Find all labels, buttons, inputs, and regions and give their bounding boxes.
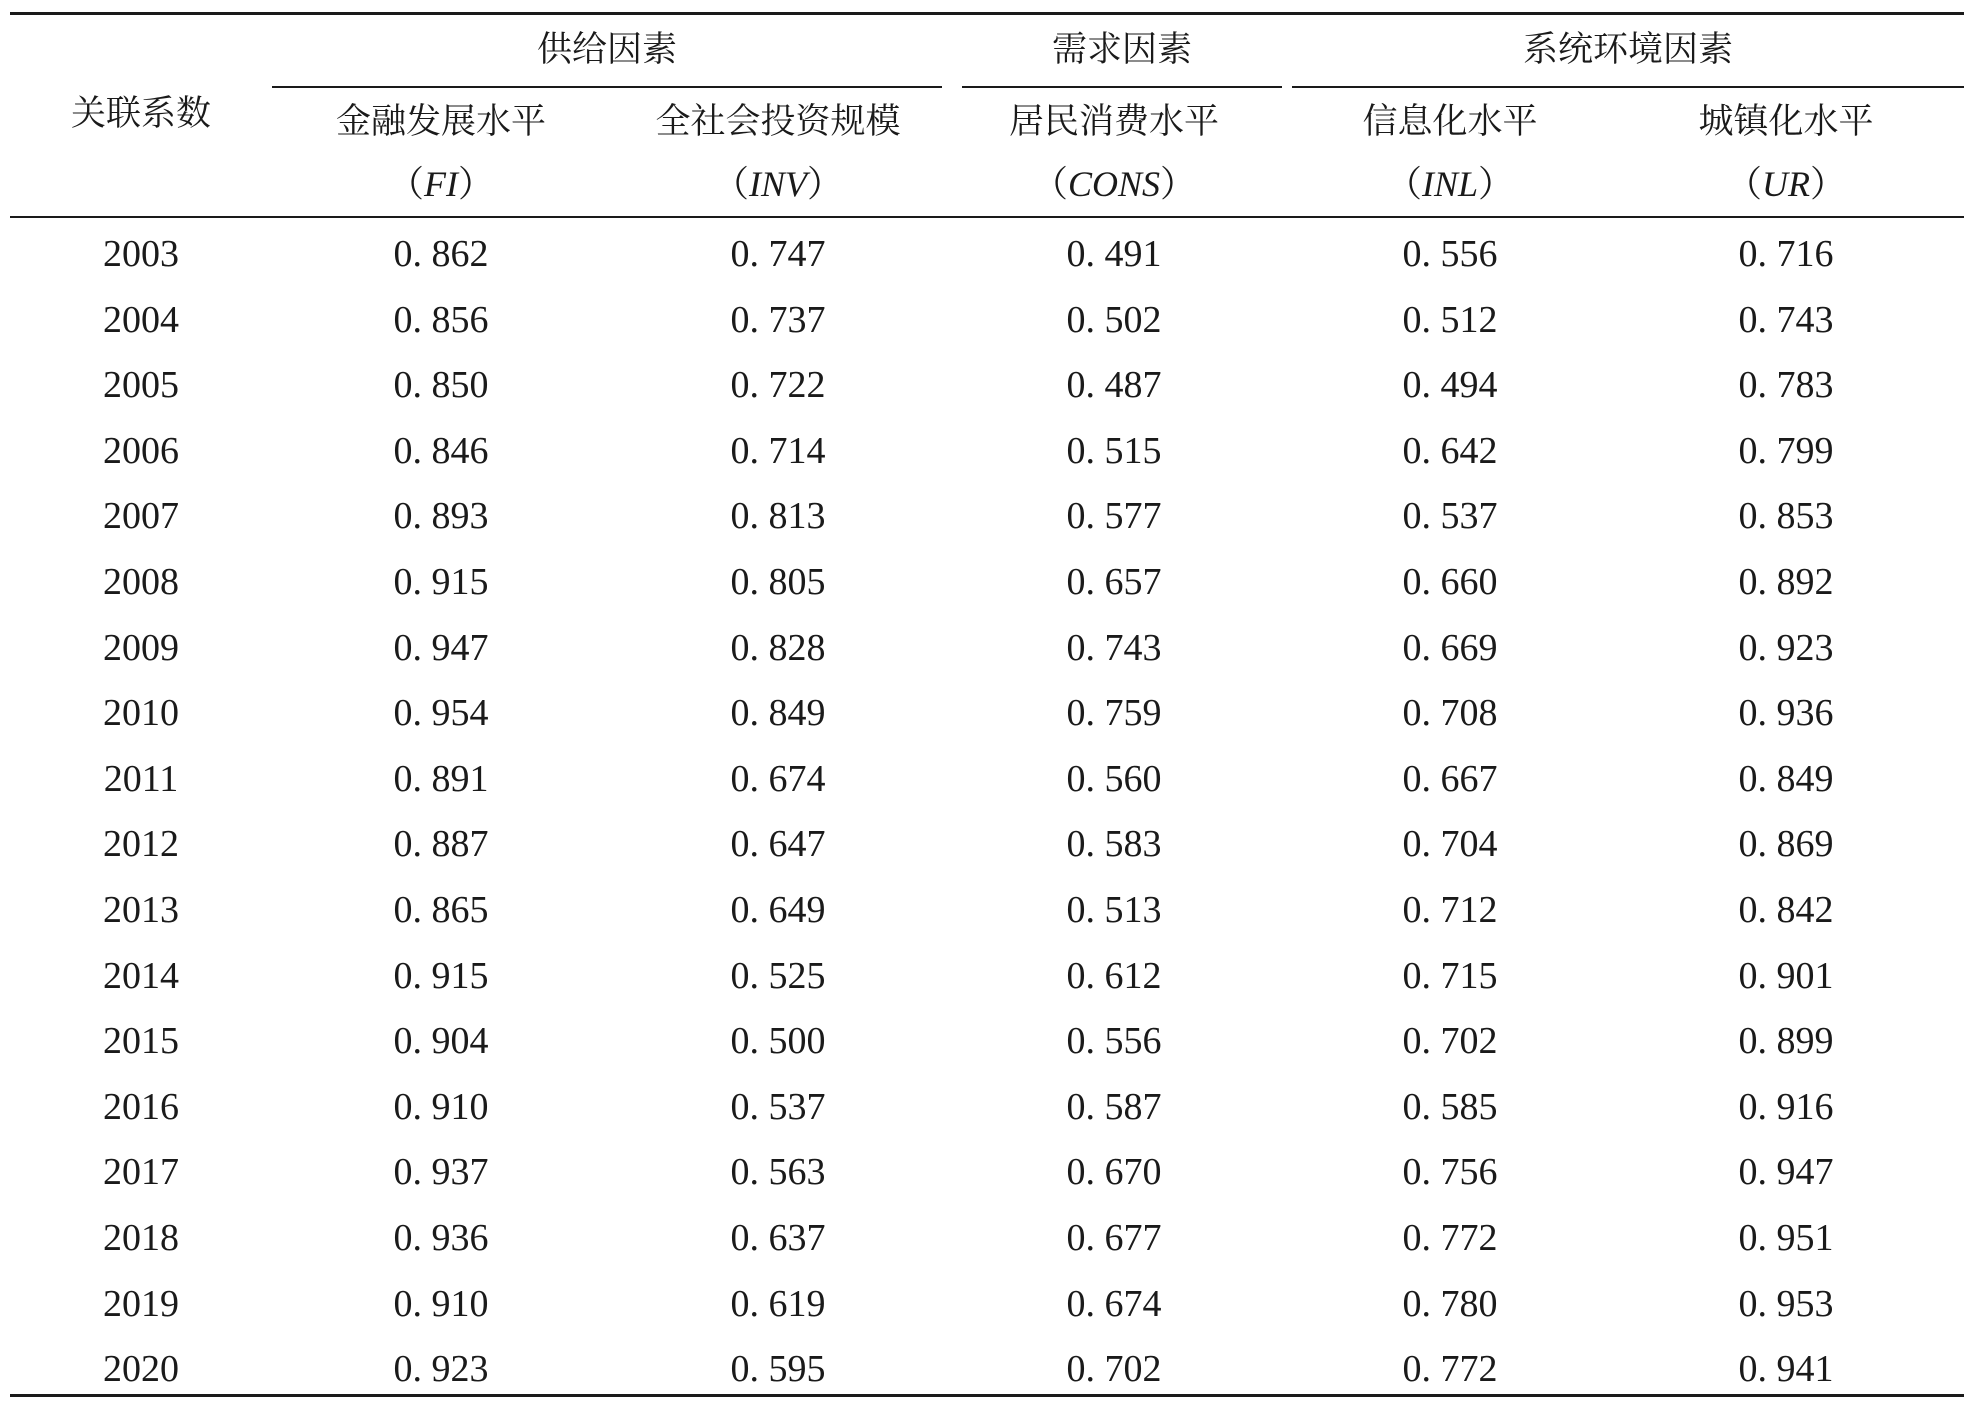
corner-header: 关联系数 <box>70 94 211 134</box>
value-cell: 0. 487 <box>1066 364 1162 407</box>
value-cell: 0. 715 <box>1402 954 1498 997</box>
value-cell: 0. 941 <box>1738 1348 1834 1391</box>
value-cell: 0. 904 <box>393 1020 489 1063</box>
paren-open: （ <box>712 164 749 204</box>
value-cell: 0. 716 <box>1738 233 1834 275</box>
value-cell: 0. 869 <box>1738 823 1834 866</box>
paren-close: ） <box>1160 164 1197 204</box>
bottom-rule <box>10 1394 1964 1397</box>
group-underline-environment <box>1292 86 1964 88</box>
value-cell: 0. 722 <box>730 364 826 407</box>
value-cell: 0. 743 <box>1066 626 1162 669</box>
paren-close: ） <box>1810 164 1847 204</box>
value-cell: 0. 892 <box>1738 561 1834 603</box>
column-abbr-text: UR <box>1762 164 1810 204</box>
year-cell: 2010 <box>103 692 179 735</box>
value-cell: 0. 915 <box>393 954 489 997</box>
value-cell: 0. 595 <box>730 1348 826 1391</box>
value-cell: 0. 850 <box>393 364 489 407</box>
value-cell: 0. 936 <box>393 1217 489 1259</box>
value-cell: 0. 667 <box>1402 757 1498 800</box>
paren-open: （ <box>1031 164 1068 204</box>
top-rule <box>10 12 1964 15</box>
value-cell: 0. 828 <box>730 626 826 669</box>
year-cell: 2018 <box>103 1217 179 1259</box>
value-cell: 0. 556 <box>1066 1020 1162 1063</box>
value-cell: 0. 923 <box>393 1348 489 1391</box>
year-cell: 2004 <box>103 298 179 341</box>
year-cell: 2009 <box>103 626 179 669</box>
value-cell: 0. 515 <box>1066 429 1162 472</box>
value-cell: 0. 910 <box>393 1282 489 1325</box>
year-cell: 2013 <box>103 889 179 931</box>
year-cell: 2006 <box>103 429 179 472</box>
value-cell: 0. 537 <box>1402 495 1498 538</box>
year-cell: 2014 <box>103 954 179 997</box>
column-abbr-text: INV <box>749 164 807 204</box>
column-abbr-5 <box>1621 164 1951 204</box>
value-cell: 0. 702 <box>1066 1348 1162 1391</box>
column-abbr-1 <box>276 164 606 204</box>
column-header-1: 金融发展水平 <box>335 102 546 142</box>
value-cell: 0. 708 <box>1402 692 1498 735</box>
value-cell: 0. 743 <box>1738 298 1834 341</box>
value-cell: 0. 674 <box>1066 1282 1162 1325</box>
year-cell: 2019 <box>103 1282 179 1325</box>
column-header-3: 居民消费水平 <box>1008 102 1219 142</box>
value-cell: 0. 500 <box>730 1020 826 1063</box>
year-cell: 2016 <box>103 1085 179 1128</box>
value-cell: 0. 865 <box>393 889 489 931</box>
column-abbr-2 <box>613 164 943 204</box>
value-cell: 0. 853 <box>1738 495 1834 538</box>
value-cell: 0. 856 <box>393 298 489 341</box>
value-cell: 0. 916 <box>1738 1085 1834 1128</box>
value-cell: 0. 657 <box>1066 561 1162 603</box>
group-header-demand: 需求因素 <box>1051 30 1192 70</box>
value-cell: 0. 953 <box>1738 1282 1834 1325</box>
value-cell: 0. 887 <box>393 823 489 866</box>
value-cell: 0. 915 <box>393 561 489 603</box>
year-cell: 2015 <box>103 1020 179 1063</box>
value-cell: 0. 846 <box>393 429 489 472</box>
value-cell: 0. 772 <box>1402 1348 1498 1391</box>
value-cell: 0. 677 <box>1066 1217 1162 1259</box>
value-cell: 0. 702 <box>1402 1020 1498 1063</box>
value-cell: 0. 647 <box>730 823 826 866</box>
value-cell: 0. 670 <box>1066 1151 1162 1194</box>
column-abbr-text: CONS <box>1067 164 1161 204</box>
value-cell: 0. 737 <box>730 298 826 341</box>
value-cell: 0. 901 <box>1738 954 1834 997</box>
value-cell: 0. 674 <box>730 757 826 800</box>
value-cell: 0. 947 <box>1738 1151 1834 1194</box>
column-header-2: 全社会投资规模 <box>655 102 901 142</box>
value-cell: 0. 669 <box>1402 626 1498 669</box>
value-cell: 0. 637 <box>730 1217 826 1259</box>
value-cell: 0. 577 <box>1066 495 1162 538</box>
value-cell: 0. 759 <box>1066 692 1162 735</box>
group-underline-supply <box>272 86 942 88</box>
value-cell: 0. 862 <box>393 233 489 275</box>
value-cell: 0. 585 <box>1402 1085 1498 1128</box>
column-abbr-4 <box>1285 164 1615 204</box>
value-cell: 0. 947 <box>393 626 489 669</box>
paren-close: ） <box>457 164 494 204</box>
paren-open: （ <box>1385 164 1422 204</box>
value-cell: 0. 799 <box>1738 429 1834 472</box>
value-cell: 0. 936 <box>1738 692 1834 735</box>
value-cell: 0. 491 <box>1066 233 1162 275</box>
column-header-4: 信息化水平 <box>1362 102 1538 142</box>
value-cell: 0. 612 <box>1066 954 1162 997</box>
value-cell: 0. 587 <box>1066 1085 1162 1128</box>
value-cell: 0. 910 <box>393 1085 489 1128</box>
value-cell: 0. 619 <box>730 1282 826 1325</box>
year-cell: 2012 <box>103 823 179 866</box>
column-abbr-text: INL <box>1421 164 1479 204</box>
header-rule <box>10 216 1964 218</box>
value-cell: 0. 583 <box>1066 823 1162 866</box>
year-cell: 2003 <box>103 233 179 275</box>
value-cell: 0. 780 <box>1402 1282 1498 1325</box>
value-cell: 0. 502 <box>1066 298 1162 341</box>
value-cell: 0. 556 <box>1402 233 1498 275</box>
value-cell: 0. 772 <box>1402 1217 1498 1259</box>
value-cell: 0. 899 <box>1738 1020 1834 1063</box>
value-cell: 0. 783 <box>1738 364 1834 407</box>
value-cell: 0. 513 <box>1066 889 1162 931</box>
value-cell: 0. 849 <box>1738 757 1834 800</box>
value-cell: 0. 756 <box>1402 1151 1498 1194</box>
year-cell: 2017 <box>103 1151 179 1194</box>
value-cell: 0. 937 <box>393 1151 489 1194</box>
value-cell: 0. 891 <box>393 757 489 800</box>
value-cell: 0. 849 <box>730 692 826 735</box>
value-cell: 0. 951 <box>1738 1217 1834 1259</box>
value-cell: 0. 923 <box>1738 626 1834 669</box>
value-cell: 0. 642 <box>1402 429 1498 472</box>
value-cell: 0. 813 <box>730 495 826 538</box>
value-cell: 0. 842 <box>1738 889 1834 931</box>
value-cell: 0. 714 <box>730 429 826 472</box>
value-cell: 0. 512 <box>1402 298 1498 341</box>
year-cell: 2005 <box>103 364 179 407</box>
column-header-5: 城镇化水平 <box>1698 102 1874 142</box>
year-cell: 2007 <box>103 495 179 538</box>
value-cell: 0. 747 <box>730 233 826 275</box>
paren-open: （ <box>387 164 424 204</box>
value-cell: 0. 563 <box>730 1151 826 1194</box>
value-cell: 0. 494 <box>1402 364 1498 407</box>
value-cell: 0. 893 <box>393 495 489 538</box>
paren-close: ） <box>807 164 844 204</box>
value-cell: 0. 712 <box>1402 889 1498 931</box>
group-underline-demand <box>962 86 1282 88</box>
value-cell: 0. 704 <box>1402 823 1498 866</box>
paren-open: （ <box>1725 164 1762 204</box>
column-abbr-3 <box>949 164 1279 204</box>
year-cell: 2011 <box>103 757 179 800</box>
column-abbr-text: FI <box>424 164 458 204</box>
paren-close: ） <box>1478 164 1515 204</box>
value-cell: 0. 805 <box>730 561 826 603</box>
value-cell: 0. 649 <box>730 889 826 931</box>
value-cell: 0. 525 <box>730 954 826 997</box>
year-cell: 2008 <box>103 561 179 603</box>
year-cell: 2020 <box>103 1348 179 1391</box>
value-cell: 0. 537 <box>730 1085 826 1128</box>
value-cell: 0. 954 <box>393 692 489 735</box>
group-header-supply: 供给因素 <box>536 30 677 70</box>
value-cell: 0. 560 <box>1066 757 1162 800</box>
group-header-environment: 系统环境因素 <box>1522 30 1733 70</box>
value-cell: 0. 660 <box>1402 561 1498 603</box>
